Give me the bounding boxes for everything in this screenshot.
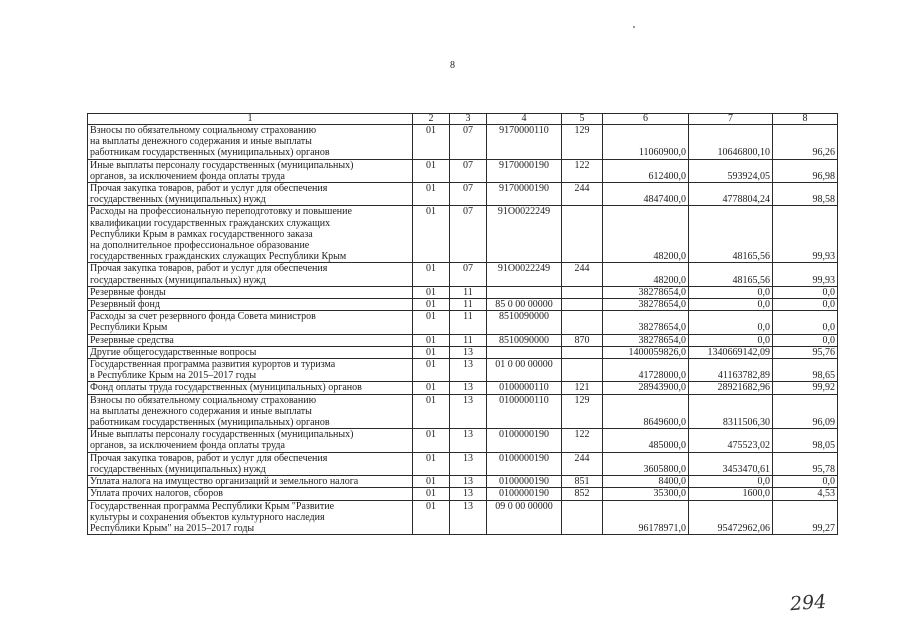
- cell-c5: [562, 299, 603, 311]
- row-name-line: органов, за исключением фонда оплаты труда: [90, 170, 285, 182]
- cell-c3: 07: [450, 159, 487, 182]
- column-header-7: 7: [689, 114, 773, 125]
- row-name-line: Резервный фонд: [90, 299, 160, 311]
- cell-c2: 01: [413, 476, 450, 488]
- cell-c3: 07: [450, 263, 487, 286]
- cell-c5: 129: [562, 394, 603, 429]
- row-name-line: квалификации государственных гражданских служащих: [90, 217, 331, 229]
- cell-c3: 11: [450, 334, 487, 346]
- cell-c4: [487, 346, 562, 358]
- cell-c5: [562, 500, 603, 535]
- row-name-line: в Республике Крым на 2015–2017 годы: [90, 370, 257, 382]
- cell-c4: 8510090000: [487, 334, 562, 346]
- table-row: [88, 452, 838, 475]
- cell-c7: 95472962,06: [689, 500, 773, 535]
- cell-c3: 07: [450, 206, 487, 263]
- cell-c6: 28943900,0: [603, 382, 689, 394]
- cell-c8: 4,53: [773, 488, 838, 500]
- cell-c2: 01: [413, 206, 450, 263]
- cell-c3: 11: [450, 299, 487, 311]
- cell-c5: 122: [562, 159, 603, 182]
- cell-c6: 4847400,0: [603, 183, 689, 206]
- cell-c3: 13: [450, 394, 487, 429]
- cell-c3: 11: [450, 311, 487, 334]
- cell-c4: 0100000190: [487, 476, 562, 488]
- table-row: [88, 206, 838, 263]
- cell-c8: 0,0: [773, 476, 838, 488]
- cell-c3: 13: [450, 359, 487, 382]
- table-row: [88, 311, 838, 334]
- row-name-line: Расходы за счет резервного фонда Совета министров: [90, 311, 316, 323]
- cell-c4: 0100000190: [487, 452, 562, 475]
- cell-c3: 13: [450, 429, 487, 452]
- table-row: [88, 125, 838, 160]
- cell-c7: 41163782,89: [689, 359, 773, 382]
- cell-c7: 475523,02: [689, 429, 773, 452]
- table-row: [88, 500, 838, 535]
- cell-c8: 96,09: [773, 394, 838, 429]
- cell-c3: 13: [450, 382, 487, 394]
- row-name: [88, 500, 413, 535]
- table-row: [88, 183, 838, 206]
- cell-c8: 96,98: [773, 159, 838, 182]
- cell-c5: 244: [562, 183, 603, 206]
- row-name: [88, 452, 413, 475]
- cell-c2: 01: [413, 500, 450, 535]
- cell-c2: 01: [413, 183, 450, 206]
- row-name: [88, 159, 413, 182]
- row-name: [88, 488, 413, 500]
- row-name-line: на дополнительное профессиональное образование: [90, 240, 310, 252]
- cell-c3: 07: [450, 125, 487, 160]
- cell-c5: 121: [562, 382, 603, 394]
- cell-c4: 9170000190: [487, 159, 562, 182]
- row-name-line: культуры и сохранения объектов культурного наследия: [90, 511, 325, 523]
- row-name-line: Республики Крым" на 2015–2017 годы: [90, 522, 255, 534]
- cell-c7: 0,0: [689, 476, 773, 488]
- cell-c6: 485000,0: [603, 429, 689, 452]
- cell-c3: 07: [450, 183, 487, 206]
- cell-c5: [562, 359, 603, 382]
- row-name: [88, 334, 413, 346]
- row-name-line: государственных (муниципальных) нужд: [90, 194, 266, 206]
- table-row: [88, 488, 838, 500]
- cell-c6: 3605800,0: [603, 452, 689, 475]
- row-name-line: Иные выплаты персоналу государственных (муниципальных): [90, 159, 354, 171]
- row-name: [88, 286, 413, 298]
- cell-c4: 9170000190: [487, 183, 562, 206]
- cell-c5: [562, 346, 603, 358]
- cell-c2: 01: [413, 299, 450, 311]
- cell-c7: 1340669142,09: [689, 346, 773, 358]
- cell-c6: 41728000,0: [603, 359, 689, 382]
- table-row: [88, 429, 838, 452]
- cell-c5: [562, 206, 603, 263]
- cell-c8: 0,0: [773, 286, 838, 298]
- cell-c8: 98,65: [773, 359, 838, 382]
- cell-c8: 95,76: [773, 346, 838, 358]
- cell-c3: 11: [450, 286, 487, 298]
- cell-c8: 98,58: [773, 183, 838, 206]
- cell-c8: 96,26: [773, 125, 838, 160]
- cell-c2: 01: [413, 125, 450, 160]
- cell-c7: 0,0: [689, 286, 773, 298]
- table-row: [88, 299, 838, 311]
- table-row: [88, 359, 838, 382]
- table-row: [88, 159, 838, 182]
- row-name-line: Фонд оплаты труда государственных (муниципальных) органов: [90, 382, 362, 394]
- cell-c4: 9170000110: [487, 125, 562, 160]
- row-name: [88, 476, 413, 488]
- table-row: [88, 476, 838, 488]
- header-row: [88, 114, 838, 125]
- cell-c4: 8510090000: [487, 311, 562, 334]
- cell-c4: 85 0 00 00000: [487, 299, 562, 311]
- cell-c8: 0,0: [773, 311, 838, 334]
- table-row: [88, 394, 838, 429]
- row-name: [88, 346, 413, 358]
- column-header-3: 3: [450, 114, 487, 125]
- cell-c8: 99,92: [773, 382, 838, 394]
- cell-c2: 01: [413, 359, 450, 382]
- cell-c2: 01: [413, 429, 450, 452]
- cell-c7: 4778804,24: [689, 183, 773, 206]
- cell-c7: 1600,0: [689, 488, 773, 500]
- row-name-line: Резервные средства: [90, 334, 174, 346]
- row-name-line: Взносы по обязательному социальному страхованию: [90, 394, 317, 406]
- cell-c6: 38278654,0: [603, 299, 689, 311]
- row-name: [88, 394, 413, 429]
- cell-c2: 01: [413, 394, 450, 429]
- cell-c7: 48165,56: [689, 263, 773, 286]
- cell-c5: 129: [562, 125, 603, 160]
- cell-c8: 95,78: [773, 452, 838, 475]
- cell-c2: 01: [413, 488, 450, 500]
- row-name-line: Государственная программа Республики Крым "Развитие: [90, 500, 335, 512]
- cell-c3: 13: [450, 452, 487, 475]
- row-name: [88, 183, 413, 206]
- cell-c8: 0,0: [773, 334, 838, 346]
- row-name: [88, 311, 413, 334]
- cell-c5: [562, 311, 603, 334]
- cell-c4: [487, 286, 562, 298]
- cell-c2: 01: [413, 452, 450, 475]
- column-header-8: 8: [773, 114, 838, 125]
- column-header-6: 6: [603, 114, 689, 125]
- row-name-line: Другие общегосударственные вопросы: [90, 346, 257, 358]
- cell-c2: 01: [413, 334, 450, 346]
- row-name: [88, 359, 413, 382]
- row-name-line: органов, за исключением фонда оплаты труда: [90, 440, 285, 452]
- cell-c7: 3453470,61: [689, 452, 773, 475]
- cell-c4: 0100000190: [487, 429, 562, 452]
- row-name-line: государственных (муниципальных) нужд: [90, 274, 266, 286]
- cell-c2: 01: [413, 382, 450, 394]
- cell-c2: 01: [413, 263, 450, 286]
- cell-c6: 96178971,0: [603, 500, 689, 535]
- cell-c2: 01: [413, 286, 450, 298]
- cell-c6: 1400059826,0: [603, 346, 689, 358]
- cell-c5: [562, 286, 603, 298]
- row-name-line: Прочая закупка товаров, работ и услуг для обеспечения: [90, 183, 328, 195]
- row-name: [88, 429, 413, 452]
- cell-c4: 01 0 00 00000: [487, 359, 562, 382]
- cell-c8: 98,05: [773, 429, 838, 452]
- row-name: [88, 206, 413, 263]
- column-header-4: 4: [487, 114, 562, 125]
- row-name-line: на выплаты денежного содержания и иные выплаты: [90, 136, 312, 148]
- handwritten-page-mark: 294: [789, 590, 827, 616]
- table-row: [88, 334, 838, 346]
- cell-c7: 48165,56: [689, 206, 773, 263]
- cell-c5: 244: [562, 263, 603, 286]
- cell-c8: 0,0: [773, 299, 838, 311]
- row-name-line: работникам государственных (муниципальных) органов: [90, 147, 330, 159]
- cell-c5: 852: [562, 488, 603, 500]
- cell-c6: 35300,0: [603, 488, 689, 500]
- page-number: 8: [450, 60, 455, 71]
- row-name-line: Прочая закупка товаров, работ и услуг для обеспечения: [90, 452, 328, 464]
- cell-c7: 28921682,96: [689, 382, 773, 394]
- cell-c8: 99,27: [773, 500, 838, 535]
- cell-c5: 870: [562, 334, 603, 346]
- cell-c6: 48200,0: [603, 206, 689, 263]
- column-header-5: 5: [562, 114, 603, 125]
- cell-c6: 11060900,0: [603, 125, 689, 160]
- cell-c4: 09 0 00 00000: [487, 500, 562, 535]
- cell-c6: 612400,0: [603, 159, 689, 182]
- cell-c5: 244: [562, 452, 603, 475]
- cell-c2: 01: [413, 159, 450, 182]
- cell-c7: 10646800,10: [689, 125, 773, 160]
- row-name-line: Иные выплаты персоналу государственных (муниципальных): [90, 429, 354, 441]
- row-name-line: Уплата прочих налогов, сборов: [90, 488, 223, 500]
- table-row: [88, 382, 838, 394]
- row-name-line: Расходы на профессиональную переподготовку и повышение: [90, 206, 352, 218]
- row-name-line: работникам государственных (муниципальных) органов: [90, 417, 330, 429]
- cell-c8: 99,93: [773, 263, 838, 286]
- cell-c4: 91О0022249: [487, 263, 562, 286]
- table-row: [88, 286, 838, 298]
- row-name: [88, 382, 413, 394]
- cell-c5: 122: [562, 429, 603, 452]
- cell-c3: 13: [450, 488, 487, 500]
- cell-c7: 8311506,30: [689, 394, 773, 429]
- row-name-line: Республики Крым: [90, 322, 168, 334]
- cell-c6: 8400,0: [603, 476, 689, 488]
- row-name-line: Республики Крым в рамках государственного заказа: [90, 228, 313, 240]
- column-header-2: 2: [413, 114, 450, 125]
- table-row: [88, 346, 838, 358]
- cell-c4: 91О0022249: [487, 206, 562, 263]
- cell-c5: 851: [562, 476, 603, 488]
- row-name: [88, 125, 413, 160]
- row-name-line: Государственная программа развития курортов и туризма: [90, 359, 336, 371]
- row-name-line: Уплата налога на имущество организаций и земельного налога: [90, 476, 359, 488]
- cell-c2: 01: [413, 346, 450, 358]
- scan-speck: [633, 26, 635, 28]
- cell-c6: 38278654,0: [603, 334, 689, 346]
- cell-c6: 8649600,0: [603, 394, 689, 429]
- row-name: [88, 299, 413, 311]
- cell-c8: 99,93: [773, 206, 838, 263]
- cell-c4: 0100000110: [487, 382, 562, 394]
- table-row: [88, 263, 838, 286]
- cell-c6: 48200,0: [603, 263, 689, 286]
- budget-table: [87, 113, 838, 535]
- table-body: [88, 125, 838, 535]
- row-name-line: Взносы по обязательному социальному страхованию: [90, 125, 317, 136]
- cell-c7: 0,0: [689, 334, 773, 346]
- cell-c7: 593924,05: [689, 159, 773, 182]
- row-name-line: Резервные фонды: [90, 286, 166, 298]
- cell-c3: 13: [450, 346, 487, 358]
- row-name-line: Прочая закупка товаров, работ и услуг для обеспечения: [90, 263, 328, 275]
- cell-c6: 38278654,0: [603, 311, 689, 334]
- cell-c6: 38278654,0: [603, 286, 689, 298]
- row-name-line: государственных (муниципальных) нужд: [90, 463, 266, 475]
- row-name: [88, 263, 413, 286]
- cell-c4: 0100000190: [487, 488, 562, 500]
- row-name-line: на выплаты денежного содержания и иные выплаты: [90, 405, 312, 417]
- column-header-1: 1: [88, 114, 413, 125]
- cell-c3: 13: [450, 500, 487, 535]
- cell-c7: 0,0: [689, 299, 773, 311]
- cell-c2: 01: [413, 311, 450, 334]
- row-name-line: государственных гражданских служащих Республики Крым: [90, 251, 347, 263]
- cell-c4: 0100000110: [487, 394, 562, 429]
- cell-c7: 0,0: [689, 311, 773, 334]
- cell-c3: 13: [450, 476, 487, 488]
